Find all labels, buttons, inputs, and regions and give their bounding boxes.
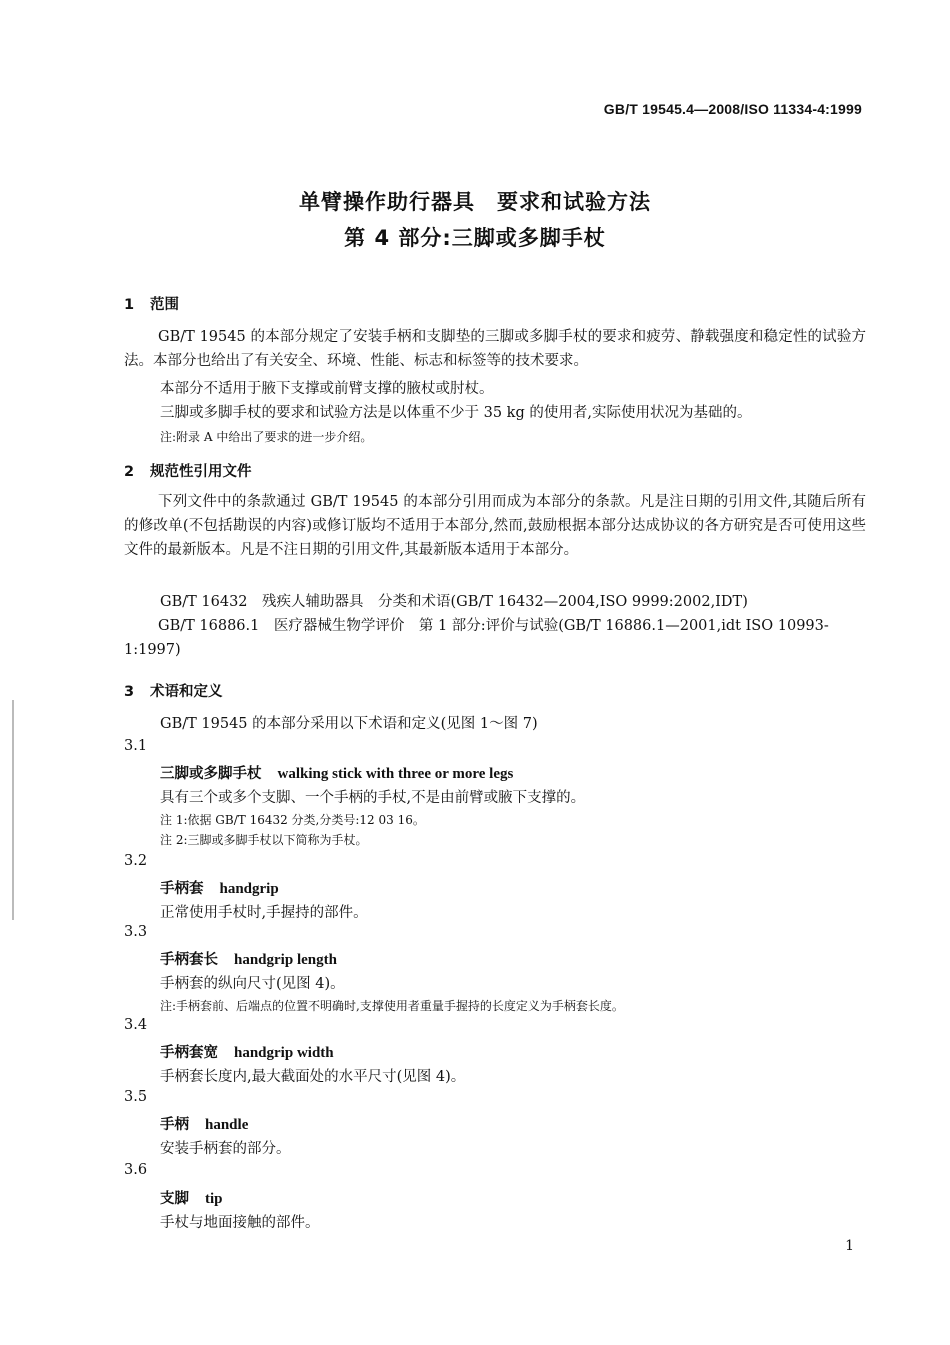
section-title: 范围 [150,297,179,313]
term-heading [160,1041,334,1062]
term-note-1: 注 1:依据 GB/T 16432 分类,分类号:12 03 16。 [160,813,425,827]
section-number: 1 [124,297,135,313]
standard-number: GB/T 19545.4—2008/ISO 11334-4:1999 [603,101,862,117]
normative-reference-1: GB/T 16432 残疾人辅助器具 分类和术语(GB/T 16432—2004,ISO 9999:2002,IDT) [160,594,748,610]
term-definition: 手杖与地面接触的部件。 [160,1215,320,1231]
normative-paragraph: 下列文件中的条款通过 GB/T 19545 的本部分引用而成为本部分的条款。凡是注日期的引用文件,其随后所有的修改单(不包括勘误的内容)或修订版均不适用于本部分,然而,鼓励根据本部分达成协议的各方研究是否可使用这些文件的最新版本。凡是不注日期的引用文件,其最新版本适用于本部分。 [124,494,866,558]
term-en: handgrip [219,881,279,897]
title-line-1: 单臂操作助行器具 要求和试验方法 [299,190,651,214]
term-heading [160,1113,248,1134]
section-3-heading [124,680,223,701]
term-definition: 手柄套的纵向尺寸(见图 4)。 [160,976,345,992]
term-en: handle [205,1117,249,1133]
term-note: 注:手柄套前、后端点的位置不明确时,支撑使用者重量手握持的长度定义为手柄套长度。 [160,999,624,1013]
clause-number: 3.5 [124,1089,148,1105]
section-title: 规范性引用文件 [150,464,252,480]
term-definition: 安装手柄套的部分。 [160,1141,291,1157]
terms-intro: GB/T 19545 的本部分采用以下术语和定义(见图 1～图 7) [160,716,538,732]
scope-paragraph-3: 三脚或多脚手杖的要求和试验方法是以体重不少于 35 kg 的使用者,实际使用状况为基础的。 [160,405,752,421]
term-note-2: 注 2:三脚或多脚手杖以下简称为手杖。 [160,833,368,847]
clause-number: 3.6 [124,1162,148,1178]
clause-number: 3.3 [124,924,148,940]
term-en: handgrip width [234,1045,334,1061]
normative-reference-2: GB/T 16886.1 医疗器械生物学评价 第 1 部分:评价与试验(GB/T 16886.1—2001,idt ISO 10993-1:1997) [124,618,829,658]
title-line-2: 第 4 部分:三脚或多脚手杖 [344,226,606,250]
page-number: 1 [845,1238,854,1254]
clause-number: 3.2 [124,853,148,869]
scope-note: 注:附录 A 中给出了要求的进一步介绍。 [160,430,373,444]
term-zh: 支脚 [160,1191,189,1207]
clause-number: 3.1 [124,738,148,754]
term-definition: 正常使用手杖时,手握持的部件。 [160,905,368,921]
section-1-heading [124,293,179,314]
term-heading [160,877,279,898]
term-zh: 手柄套长 [160,952,218,968]
scope-paragraph-2: 本部分不适用于腋下支撑或前臂支撑的腋杖或肘杖。 [160,381,494,397]
section-2-heading [124,460,252,481]
term-zh: 手柄 [160,1117,189,1133]
term-en: tip [205,1191,223,1207]
section-number: 3 [124,684,135,700]
term-zh: 手柄套宽 [160,1045,218,1061]
term-heading [160,948,337,969]
term-en: walking stick with three or more legs [277,766,514,782]
clause-number: 3.4 [124,1017,148,1033]
term-definition: 具有三个或多个支脚、一个手柄的手杖,不是由前臂或腋下支撑的。 [160,790,586,806]
term-definition: 手柄套长度内,最大截面处的水平尺寸(见图 4)。 [160,1069,466,1085]
term-heading [160,762,513,783]
term-zh: 手柄套 [160,881,204,897]
term-heading [160,1187,223,1208]
scope-paragraph-1: GB/T 19545 的本部分规定了安装手柄和支脚垫的三脚或多脚手杖的要求和疲劳、静载强度和稳定性的试验方法。本部分也给出了有关安全、环境、性能、标志和标签等的技术要求。 [124,329,866,369]
term-en: handgrip length [234,952,337,968]
section-number: 2 [124,464,135,480]
section-title: 术语和定义 [150,684,223,700]
scan-edge-mark [12,700,14,920]
term-zh: 三脚或多脚手杖 [160,766,262,782]
